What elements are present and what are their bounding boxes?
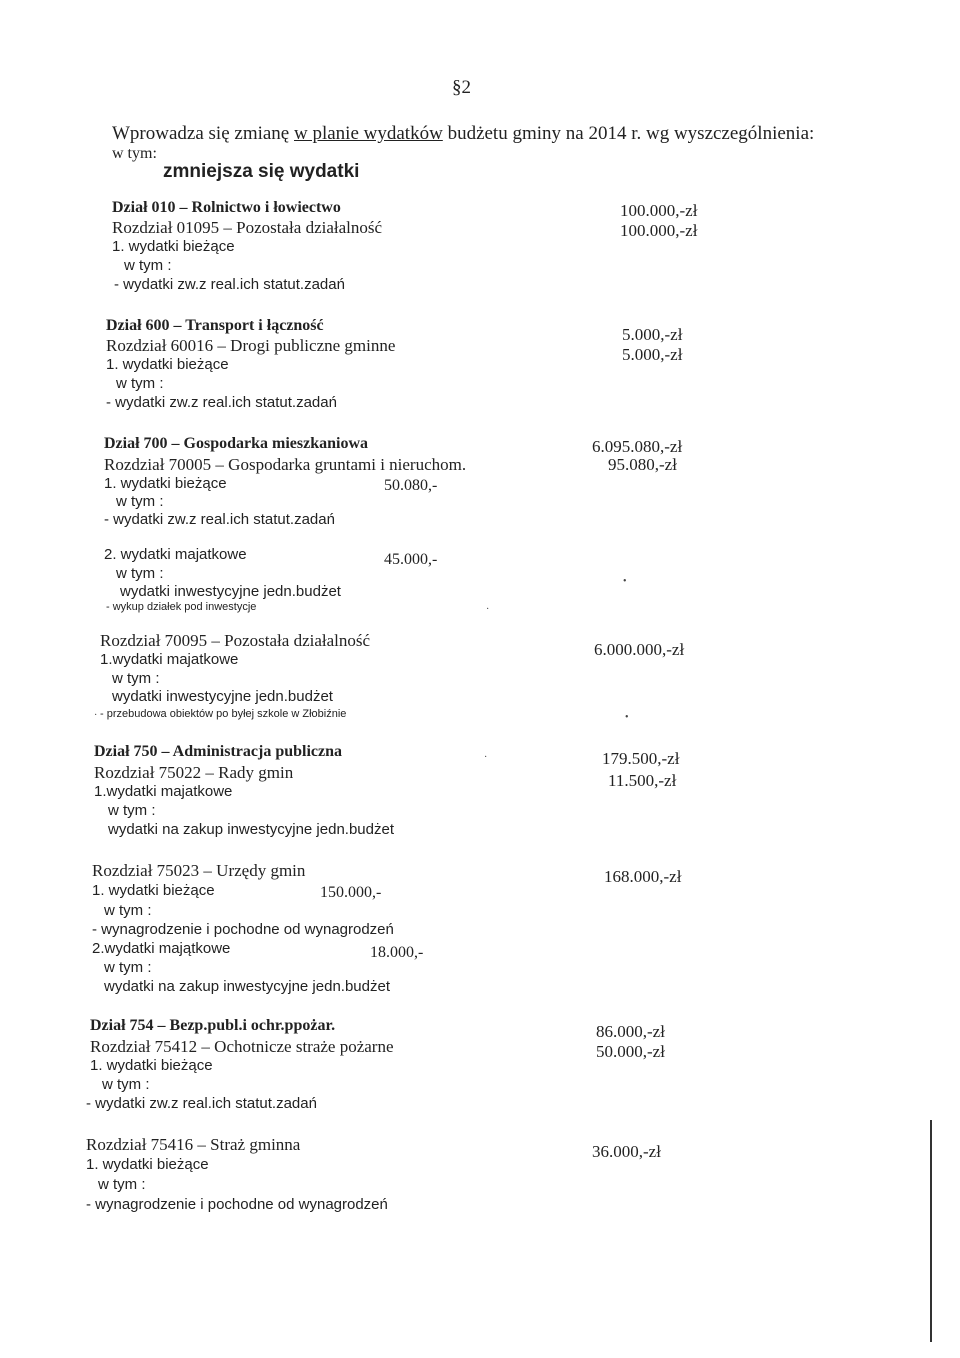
- d754-r2-item: 1. wydatki bieżące: [86, 1156, 209, 1173]
- d750-sub: wydatki na zakup inwestycyjne jedn.budżet: [108, 821, 394, 838]
- change-heading: zmniejsza się wydatki: [163, 161, 360, 182]
- d754-r2-sub: - wynagrodzenie i pochodne od wynagrodzeń: [86, 1196, 388, 1213]
- dzial-010-amount: 100.000,-zł: [620, 201, 698, 220]
- rozdzial-70095: Rozdział 70095 – Pozostała działalność: [100, 631, 371, 650]
- rozdzial-75416-amount: 36.000,-zł: [592, 1142, 661, 1161]
- d700-item: 1. wydatki bieżące: [104, 475, 227, 492]
- d600-sub: - wydatki zw.z real.ich statut.zadań: [106, 394, 337, 411]
- d700-item2-amount: 45.000,-: [384, 551, 438, 568]
- scan-speck: •: [625, 712, 629, 723]
- d754-wtym: w tym :: [102, 1076, 150, 1093]
- intro-line: [112, 124, 814, 143]
- intro-wtym: w tym:: [112, 145, 157, 162]
- rozdzial-75023: Rozdział 75023 – Urzędy gmin: [92, 861, 306, 880]
- d600-wtym: w tym :: [116, 375, 164, 392]
- d750-item: 1.wydatki majatkowe: [94, 783, 233, 800]
- d010-item: 1. wydatki bieżące: [112, 238, 235, 255]
- scan-speck: ·: [486, 604, 490, 615]
- d754-r2-wtym: w tym :: [98, 1176, 146, 1193]
- section-number: §2: [452, 77, 471, 98]
- d754-sub: - wydatki zw.z real.ich statut.zadań: [86, 1095, 317, 1112]
- scan-speck: •: [623, 576, 627, 587]
- d700-r2-detail: - przebudowa obiektów po byłej szkole w Złobiźnie: [100, 708, 347, 720]
- rozdzial-70005: Rozdział 70005 – Gospodarka gruntami i nieruchom.: [104, 455, 467, 474]
- d700-sub2: wydatki inwestycyjne jedn.budżet: [120, 583, 341, 600]
- rozdzial-70005-amount: 95.080,-zł: [608, 455, 677, 474]
- rozdzial-75022-amount: 11.500,-zł: [608, 771, 677, 790]
- dzial-010-title: Dział 010 – Rolnictwo i łowiectwo: [112, 199, 341, 216]
- rozdzial-75023-amount: 168.000,-zł: [604, 867, 682, 886]
- rozdzial-60016: Rozdział 60016 – Drogi publiczne gminne: [106, 336, 396, 355]
- d750-r2-item2-amount: 18.000,-: [370, 944, 424, 961]
- dzial-700-amount: 6.095.080,-zł: [592, 437, 683, 456]
- intro-text-a: Wprowadza się zmianę: [112, 123, 294, 144]
- d750-r2-item-amount: 150.000,-: [320, 884, 382, 901]
- rozdzial-01095: Rozdział 01095 – Pozostała działalność: [112, 218, 383, 237]
- dzial-750-title: Dział 750 – Administracja publiczna: [94, 743, 343, 760]
- d750-r2-item2: 2.wydatki majątkowe: [92, 940, 231, 957]
- dzial-600-amount: 5.000,-zł: [622, 325, 683, 344]
- rozdzial-75412: Rozdział 75412 – Ochotnicze straże pożarne: [90, 1037, 394, 1056]
- d700-r2-item: 1.wydatki majatkowe: [100, 651, 239, 668]
- rozdzial-75412-amount: 50.000,-zł: [596, 1042, 665, 1061]
- d700-wtym: w tym :: [116, 493, 164, 510]
- dzial-600-title: Dział 600 – Transport i łączność: [106, 317, 324, 334]
- d010-wtym: w tym :: [124, 257, 172, 274]
- dzial-750-amount: 179.500,-zł: [602, 749, 680, 768]
- d750-r2-sub2: wydatki na zakup inwestycyjne jedn.budżet: [104, 978, 390, 995]
- scan-edge-line: [930, 1120, 932, 1342]
- d010-sub: - wydatki zw.z real.ich statut.zadań: [114, 276, 345, 293]
- dzial-754-amount: 86.000,-zł: [596, 1022, 665, 1041]
- d750-r2-wtym2: w tym :: [104, 959, 152, 976]
- rozdzial-75416: Rozdział 75416 – Straż gminna: [86, 1135, 301, 1154]
- d700-sub2-detail: - wykup działek pod inwestycje: [106, 601, 257, 613]
- intro-text-b: budżetu gminy na 2014 r. wg wyszczególnienia:: [442, 123, 815, 144]
- d700-item2: 2. wydatki majatkowe: [104, 546, 247, 563]
- d600-item: 1. wydatki bieżące: [106, 356, 229, 373]
- d700-item-amount: 50.080,-: [384, 477, 438, 494]
- d700-wtym2: w tym :: [116, 565, 164, 582]
- d750-r2-wtym: w tym :: [104, 902, 152, 919]
- d750-r2-item: 1. wydatki bieżące: [92, 882, 215, 899]
- d700-r2-wtym: w tym :: [112, 670, 160, 687]
- rozdzial-70095-amount: 6.000.000,-zł: [594, 640, 685, 659]
- rozdzial-75022: Rozdział 75022 – Rady gmin: [94, 763, 294, 782]
- d754-item: 1. wydatki bieżące: [90, 1057, 213, 1074]
- scan-speck: ·: [484, 752, 488, 763]
- rozdzial-01095-amount: 100.000,-zł: [620, 221, 698, 240]
- d700-r2-sub: wydatki inwestycyjne jedn.budżet: [112, 688, 333, 705]
- d700-sub: - wydatki zw.z real.ich statut.zadań: [104, 511, 335, 528]
- dzial-700-title: Dział 700 – Gospodarka mieszkaniowa: [104, 435, 369, 452]
- rozdzial-60016-amount: 5.000,-zł: [622, 345, 683, 364]
- scan-speck: ·: [94, 710, 98, 721]
- dzial-754-title: Dział 754 – Bezp.publ.i ochr.ppożar.: [90, 1017, 336, 1034]
- intro-text-link: w planie wydatków: [294, 123, 443, 144]
- d750-wtym: w tym :: [108, 802, 156, 819]
- d750-r2-sub: - wynagrodzenie i pochodne od wynagrodzeń: [92, 921, 394, 938]
